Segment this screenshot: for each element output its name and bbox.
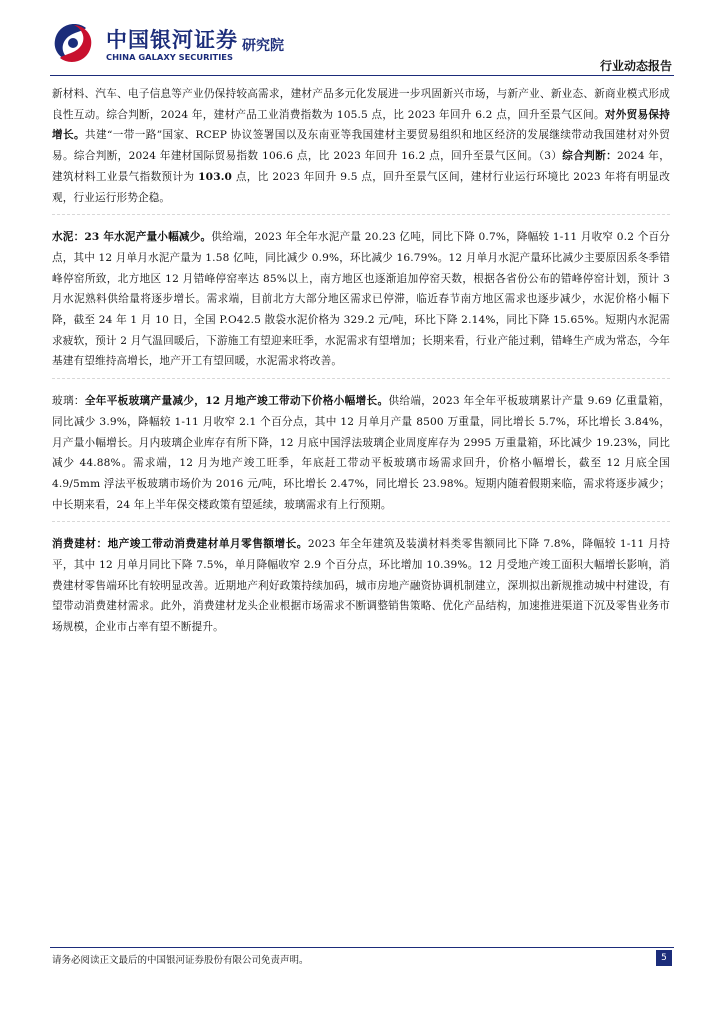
text-run: 2024 年，建筑材料工业景气指数预计为 xyxy=(52,150,670,183)
bold-text-run: 综合判断： xyxy=(562,150,618,163)
galaxy-logo-icon xyxy=(50,20,96,66)
logo-research-institute: 研究院 xyxy=(242,38,284,54)
footer-divider xyxy=(50,947,674,948)
logo-company-name: 中国银河证券 xyxy=(106,28,238,52)
section-divider xyxy=(52,378,670,379)
text-run: 供给端，2023 年全年平板玻璃累计产量 9.69 亿重量箱，同比减少 3.9%，降幅较 1-11 月收窄 2.1 个百分点，其中 12 月单月产量 8500 万重量，同比增长 5.7%，环比增长 3.84%，月产量小幅增长。月内玻璃企业库存有所下降，12 月底中国浮法玻璃企业周度库存为 2995 万重量箱，环比减少 19.23%，同比减少 44.88%。需求端，12 月为地产竣工旺季，年底赶工带动平板玻璃市场需求回升，价格小幅增长，截至 12 月底全国 4.9/5mm 浮法平板玻璃市场价为 2016 元/吨，环比增长 2.47%，同比增长 23.98%。短期内随着假期来临，需求将逐步减少；中长期来看，24 年上半年保交楼政策有望延续，玻璃需求有上行预期。 xyxy=(52,395,671,511)
text-run: 供给端，2023 年全年水泥产量 20.23 亿吨，同比下降 0.7%，降幅较 1-11 月收窄 0.2 个百分点，其中 12 月单月水泥产量为 1.58 亿吨，同比减少 0.9%，环比减少 16.79%。12 月单月水泥产量环比减少主要原因系冬季错峰停窑所致，北方地区 12 月错峰停窑率达 85%以上，南方地区也逐渐追加停窑天数，根据各省份公布的错峰停窑计划，预计 3 月水泥熟料供给量将逐步增长。需求端，目前北方大部分地区需求已停滞，临近春节南方地区需求也逐步减少，水泥价格小幅下降，截至 24 年 1 月 10 日，全国 P.O42.5 散袋水泥价格为 329.2 元/吨，环比下降 2.14%，同比下降 15.65%。短期内水泥需求疲软，预计 2 月气温回暖后，下游施工有望迎来旺季，水泥需求有望增加；长期来看，行业产能过剩，错峰生产成为常态，今年基建有望维持高增长，地产开工有望回暖，水泥需求将改善。 xyxy=(52,231,670,368)
footer-disclaimer: 请务必阅读正文最后的中国银河证券股份有限公司免责声明。 xyxy=(52,955,309,966)
paragraph-building-materials-outlook xyxy=(52,84,670,208)
logo-company-name-en: CHINA GALAXY SECURITIES xyxy=(106,52,233,62)
bold-text-run: 消费建材：地产竣工带动消费建材单月零售额增长。 xyxy=(52,538,308,551)
section-divider xyxy=(52,521,670,522)
page-header xyxy=(0,0,724,75)
text-run: 玻璃： xyxy=(52,395,85,408)
bold-text-run: 对外贸易保持增长。 xyxy=(52,108,670,142)
report-type-label: 行业动态报告 xyxy=(599,59,672,73)
header-divider xyxy=(50,75,674,76)
paragraph-cement xyxy=(52,227,670,372)
paragraph-glass xyxy=(52,391,670,515)
bold-text-run: 水泥：23 年水泥产量小幅减少。 xyxy=(52,231,212,244)
bold-text-run: 103.0 xyxy=(198,170,233,183)
report-body xyxy=(52,84,670,638)
page-number: 5 xyxy=(656,950,672,966)
section-divider xyxy=(52,214,670,215)
text-run: 共建“一带一路”国家、RCEP 协议签署国以及东南亚等我国建材主要贸易组织和地区经济的发展继续带动我国建材对外贸易。综合判断，2024 年建材国际贸易指数 106.6 点，比 2023 年回升 16.2 点，回升至景气区间。（3） xyxy=(52,129,670,163)
text-run: 点，比 2023 年回升 9.5 点，回升至景气区间，建材行业运行环境比 2023 年将有明显改观，行业运行形势企稳。 xyxy=(52,170,671,204)
text-run: 2023 年全年建筑及装潢材料类零售额同比下降 7.8%，降幅较 1-11 月持平，其中 12 月单月同比下降 7.5%，单月降幅收窄 2.9 个百分点，环比增加 10.39%。12 月受地产竣工面积大幅增长影响，消费建材零售端环比有较明显改善。近期地产利好政策持续加码，城市房地产融资协调机制建立，深圳拟出新规推动城中村建设，有望带动消费建材需求。此外，消费建材龙头企业根据市场需求不断调整销售策略、优化产品结构，加速推进渠道下沉及零售业务市场规模，企业市占率有望不断提升。 xyxy=(52,538,670,634)
paragraph-consumer-building-materials xyxy=(52,534,670,638)
bold-text-run: 全年平板玻璃产量减少，12 月地产竣工带动下价格小幅增长。 xyxy=(84,395,389,408)
text-run: 新材料、汽车、电子信息等产业仍保持较高需求，建材产品多元化发展进一步巩固新兴市场，与新产业、新业态、新商业模式形成良性互动。综合判断，2024 年，建材产品工业消费指数为 105.5 点，比 2023 年回升 6.2 点，回升至景气区间。 xyxy=(52,88,670,121)
